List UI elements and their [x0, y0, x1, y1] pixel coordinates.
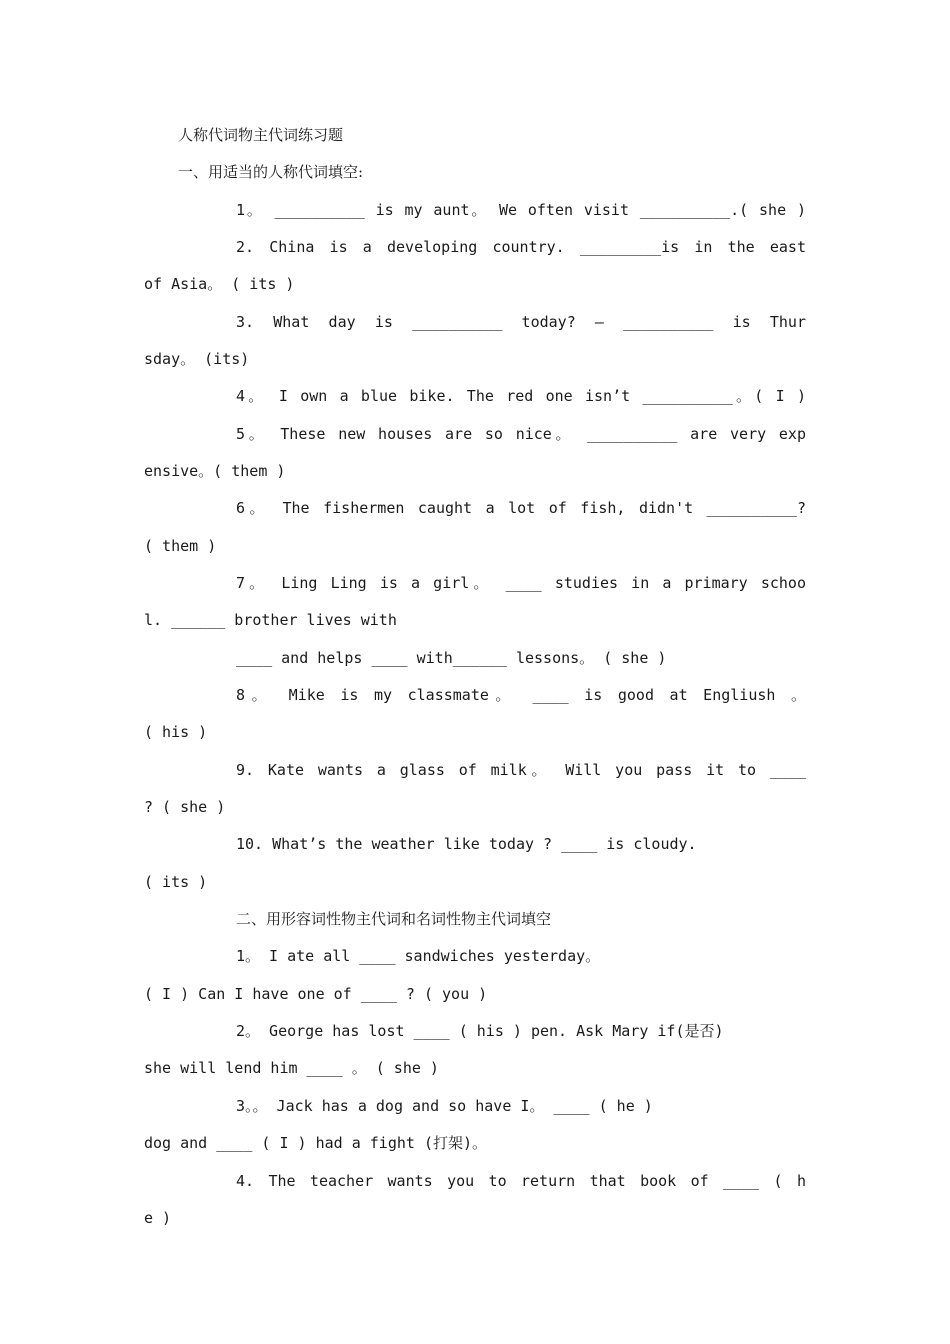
- exercise-line: of Asia。 ( its ): [144, 275, 295, 293]
- document-title: 人称代词物主代词练习题: [178, 126, 344, 144]
- exercise-line: ( I ) Can I have one of ____ ? ( you ): [144, 985, 488, 1003]
- exercise-line: 1。 __________ is my aunt。 We often visit __________.( she ): [236, 201, 806, 219]
- exercise-line: l. ______ brother lives with: [144, 611, 397, 629]
- exercise-line: 4. The teacher wants you to return that book of ____ ( h: [236, 1172, 806, 1190]
- exercise-line: ____ and helps ____ with______ lessons。 ( she ): [236, 649, 667, 667]
- exercise-line: 3。。 Jack has a dog and so have I。 ____ ( he ): [236, 1097, 653, 1115]
- exercise-line: sday。 (its): [144, 350, 250, 368]
- exercise-line: 5。 These new houses are so nice。 __________ are very exp: [236, 425, 806, 443]
- exercise-line: 1。 I ate all ____ sandwiches yesterday。: [236, 947, 601, 965]
- exercise-line: 6。 The fishermen caught a lot of fish, didn't __________?: [236, 499, 806, 517]
- exercise-line: 7。 Ling Ling is a girl。 ____ studies in a primary schoo: [236, 574, 806, 592]
- section-2-heading: 二、用形容词性物主代词和名词性物主代词填空: [236, 910, 552, 928]
- exercise-line: 3. What day is __________ today? — __________ is Thur: [236, 313, 806, 331]
- exercise-line: e ): [144, 1209, 172, 1227]
- exercise-line: 4。 I own a blue bike. The red one isn’t __________。( I ): [236, 387, 806, 405]
- exercise-line: ? ( she ): [144, 798, 226, 816]
- exercise-line: ensive。( them ): [144, 462, 286, 480]
- exercise-line: 2。 George has lost ____ ( his ) pen. Ask Mary if(是否): [236, 1022, 724, 1040]
- exercise-line: 9. Kate wants a glass of milk。 Will you pass it to ____: [236, 761, 806, 779]
- exercise-line: ( its ): [144, 873, 208, 891]
- section-1-heading: 一、用适当的人称代词填空:: [178, 163, 364, 181]
- exercise-line: 10. What’s the weather like today ? ____ is cloudy.: [236, 835, 697, 853]
- exercise-line: she will lend him ____ 。 ( she ): [144, 1059, 439, 1077]
- exercise-line: dog and ____ ( I ) had a fight (打架)。: [144, 1134, 488, 1152]
- exercise-line: 8。 Mike is my classmate。 ____ is good at Engliush 。: [236, 686, 806, 704]
- exercise-line: 2. China is a developing country. _________is in the east: [236, 238, 806, 256]
- exercise-line: ( his ): [144, 723, 208, 741]
- exercise-line: ( them ): [144, 537, 217, 555]
